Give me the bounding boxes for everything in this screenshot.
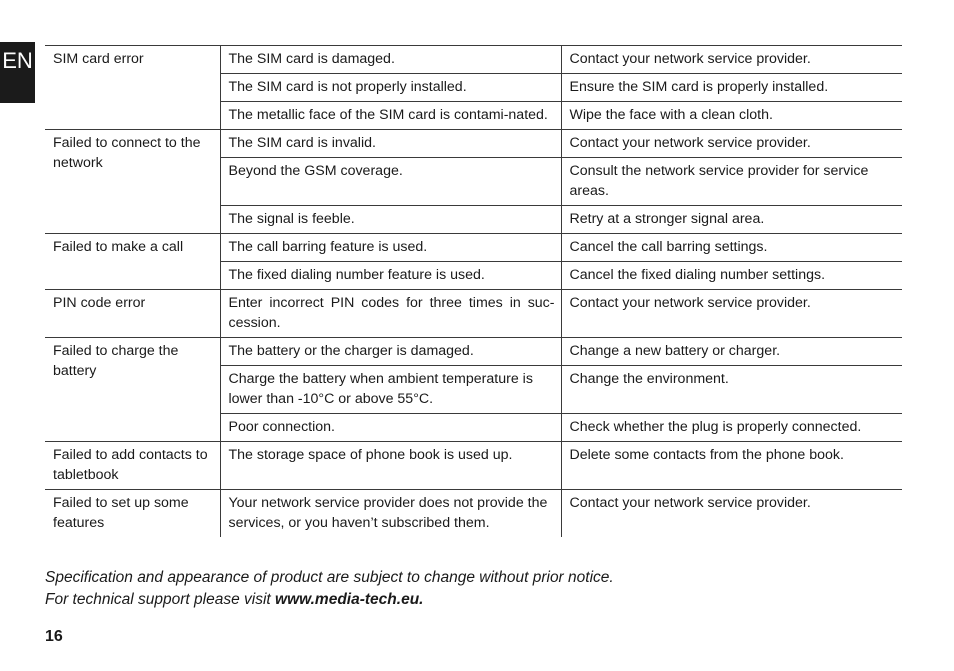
table-row — [45, 338, 902, 366]
cause-cell: Beyond the GSM coverage. — [220, 158, 561, 206]
support-link[interactable]: www.media-tech.eu. — [275, 591, 424, 608]
table-row — [45, 130, 902, 158]
footer-line-2 — [45, 589, 614, 611]
table-row — [45, 490, 902, 538]
solution-cell: Cancel the fixed dialing number settings. — [561, 262, 902, 290]
table-row — [45, 46, 902, 74]
problem-cell: Failed to set up some features — [45, 490, 220, 538]
solution-cell: Contact your network service provider. — [561, 290, 902, 338]
solution-cell: Change a new battery or charger. — [561, 338, 902, 366]
cause-cell: The signal is feeble. — [220, 206, 561, 234]
cause-cell: The metallic face of the SIM card is contami-nated. — [220, 102, 561, 130]
cause-cell: The call barring feature is used. — [220, 234, 561, 262]
table-row — [45, 290, 902, 338]
footer-note — [45, 567, 614, 611]
solution-cell: Change the environment. — [561, 366, 902, 414]
cause-cell: The SIM card is not properly installed. — [220, 74, 561, 102]
cause-cell: Your network service provider does not provide the services, or you haven’t subscribed them. — [220, 490, 561, 538]
solution-cell: Cancel the call barring settings. — [561, 234, 902, 262]
cause-cell: Enter incorrect PIN codes for three times in suc-cession. — [220, 290, 561, 338]
problem-cell: Failed to make a call — [45, 234, 220, 290]
cause-cell: The SIM card is damaged. — [220, 46, 561, 74]
problem-cell: PIN code error — [45, 290, 220, 338]
cause-cell: Charge the battery when ambient temperature is lower than -10°C or above 55°C. — [220, 366, 561, 414]
solution-cell: Contact your network service provider. — [561, 46, 902, 74]
table-row — [45, 234, 902, 262]
solution-cell: Contact your network service provider. — [561, 130, 902, 158]
footer-line-2-prefix: For technical support please visit — [45, 591, 276, 608]
cause-cell: The storage space of phone book is used up. — [220, 442, 561, 490]
solution-cell: Ensure the SIM card is properly installed. — [561, 74, 902, 102]
cause-cell: Poor connection. — [220, 414, 561, 442]
language-tab: EN — [0, 42, 35, 103]
problem-cell: SIM card error — [45, 46, 220, 130]
problem-cell: Failed to charge the battery — [45, 338, 220, 442]
footer-line-1: Specification and appearance of product are subject to change without prior notice. — [45, 569, 614, 586]
cause-cell: The SIM card is invalid. — [220, 130, 561, 158]
problem-cell: Failed to add contacts to tabletbook — [45, 442, 220, 490]
cause-cell: The fixed dialing number feature is used. — [220, 262, 561, 290]
page-number: 16 — [45, 628, 63, 645]
problem-cell: Failed to connect to the network — [45, 130, 220, 234]
solution-cell: Check whether the plug is properly connected. — [561, 414, 902, 442]
troubleshooting-table — [45, 45, 902, 537]
solution-cell: Wipe the face with a clean cloth. — [561, 102, 902, 130]
solution-cell: Contact your network service provider. — [561, 490, 902, 538]
cause-cell: The battery or the charger is damaged. — [220, 338, 561, 366]
solution-cell: Delete some contacts from the phone book. — [561, 442, 902, 490]
solution-cell: Consult the network service provider for service areas. — [561, 158, 902, 206]
table-row — [45, 442, 902, 490]
solution-cell: Retry at a stronger signal area. — [561, 206, 902, 234]
